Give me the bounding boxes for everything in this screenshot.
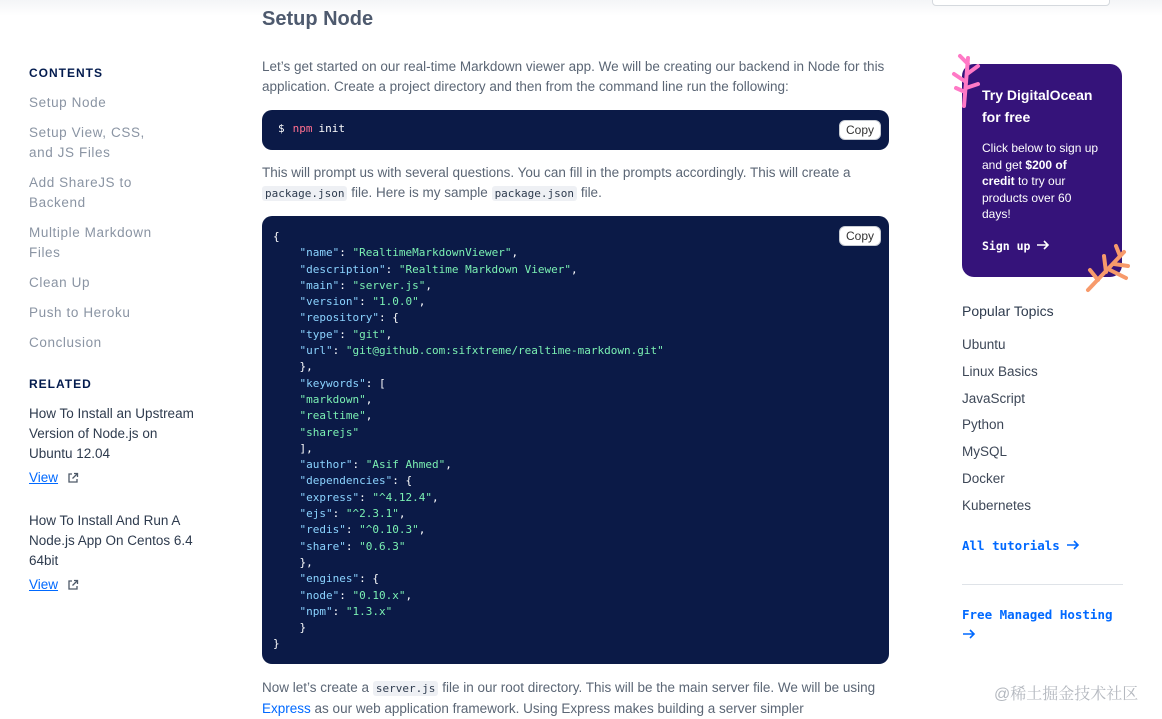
coral-decoration-icon bbox=[1084, 242, 1140, 299]
free-managed-hosting-link[interactable] bbox=[962, 605, 1122, 645]
arrow-right-icon bbox=[962, 627, 976, 642]
header-search-field[interactable] bbox=[932, 0, 1110, 6]
shell-prompt: $ bbox=[278, 122, 285, 135]
express-link[interactable]: Express bbox=[262, 701, 311, 716]
coral-decoration-icon bbox=[948, 52, 988, 113]
text: file. bbox=[580, 185, 602, 200]
topic-docker[interactable]: Docker bbox=[962, 470, 1005, 486]
server-paragraph bbox=[262, 678, 890, 719]
view-label: View bbox=[29, 470, 59, 485]
toc-item-setup-node[interactable]: Setup Node bbox=[29, 95, 107, 110]
package-json-code-block bbox=[262, 216, 889, 664]
related-title[interactable]: How To Install an Upstream Version of Node.js on Ubuntu 12.04 bbox=[29, 406, 194, 461]
popular-topics bbox=[962, 303, 1124, 553]
toc-item-multiple-markdown[interactable]: Multiple Markdown Files bbox=[29, 225, 152, 260]
inline-code: server.js bbox=[373, 681, 439, 696]
promo-text bbox=[982, 140, 1102, 223]
topic-javascript[interactable]: JavaScript bbox=[962, 390, 1026, 406]
related-item bbox=[29, 404, 229, 487]
toc-item-setup-view[interactable]: Setup View, CSS, and JS Files bbox=[29, 125, 145, 160]
free-hosting-label: Free Managed Hosting bbox=[962, 607, 1113, 622]
inline-code: package.json bbox=[262, 186, 347, 201]
copy-button[interactable]: Copy bbox=[839, 226, 881, 246]
npm-init-code-block bbox=[262, 110, 889, 150]
contents-heading: CONTENTS bbox=[29, 66, 103, 80]
related-view-link[interactable] bbox=[29, 577, 79, 592]
text: Click below to sign up and get bbox=[982, 141, 1099, 172]
toc-item-clean-up[interactable]: Clean Up bbox=[29, 275, 91, 290]
text: file in our root directory. This will be the main server file. We will be using bbox=[442, 680, 876, 695]
section-heading: Setup Node bbox=[262, 8, 374, 30]
related-view-link[interactable] bbox=[29, 470, 79, 485]
related-item bbox=[29, 511, 229, 594]
related-heading: RELATED bbox=[29, 377, 92, 391]
command-npm: npm bbox=[292, 122, 313, 135]
copy-button[interactable]: Copy bbox=[839, 120, 881, 140]
toc-item-conclusion[interactable]: Conclusion bbox=[29, 335, 102, 350]
topic-linux-basics[interactable]: Linux Basics bbox=[962, 363, 1038, 379]
external-link-icon bbox=[67, 579, 79, 591]
arrow-right-icon bbox=[1036, 239, 1050, 253]
topic-mysql[interactable]: MySQL bbox=[962, 444, 1008, 460]
all-tutorials-link[interactable] bbox=[962, 538, 1124, 553]
prompt-paragraph bbox=[262, 163, 890, 204]
inline-code: package.json bbox=[492, 186, 577, 201]
popular-topics-heading: Popular Topics bbox=[962, 303, 1054, 319]
text: file. Here is my sample bbox=[351, 185, 488, 200]
related-title[interactable]: How To Install And Run A Node.js App On Centos 6.4 64bit bbox=[29, 513, 193, 568]
topic-kubernetes[interactable]: Kubernetes bbox=[962, 497, 1032, 513]
divider bbox=[962, 584, 1123, 585]
topic-python[interactable]: Python bbox=[962, 417, 1005, 433]
text: This will prompt us with several questions. You can fill in the prompts accordingly. This will create a bbox=[262, 165, 851, 180]
promo-credit-amount: $200 of credit bbox=[982, 157, 1067, 188]
text: as our web application framework. Using Express makes building a server simpler bbox=[314, 701, 804, 716]
sign-up-label: Sign up bbox=[982, 238, 1031, 253]
view-label: View bbox=[29, 577, 59, 592]
table-of-contents bbox=[29, 66, 229, 618]
intro-paragraph: Let’s get started on our real-time Markdown viewer app. We will be creating our backend in Node for this application. Create a project directory and then from the command line run the following: bbox=[262, 59, 885, 94]
toc-item-push-heroku[interactable]: Push to Heroku bbox=[29, 305, 131, 320]
arrow-right-icon bbox=[1066, 538, 1080, 553]
all-tutorials-label: All tutorials bbox=[962, 537, 1060, 553]
package-json-content: { "name": "RealtimeMarkdownViewer", "description": "Realtime Markdown Viewer", "main": "server.js", "version": "1.0.0", "repository": { "type": "git", "url": "git@github.com:sifxtreme/realtime-markdown.git" }, "keywords": [ "markdown", "realtime", "sharejs" ], "author": "Asif Ahmed", "dependencies": { "express": "^4.12.4", "ejs": "^2.3.1", "redis": "^0.10.3", "share": "0.6.3" }, "engines": { "node": "0.10.x", "npm": "1.3.x" } } bbox=[273, 230, 664, 651]
watermark: @稀土掘金技术社区 bbox=[994, 686, 1139, 703]
text: Now let’s create a bbox=[262, 680, 370, 695]
command-arg: init bbox=[318, 122, 345, 135]
external-link-icon bbox=[67, 472, 79, 484]
promo-title: Try DigitalOcean for free bbox=[982, 87, 1093, 125]
text: to try our products over 60 days! bbox=[982, 174, 1072, 221]
toc-item-add-sharejs[interactable]: Add ShareJS to Backend bbox=[29, 175, 132, 210]
topic-ubuntu[interactable]: Ubuntu bbox=[962, 337, 1006, 352]
